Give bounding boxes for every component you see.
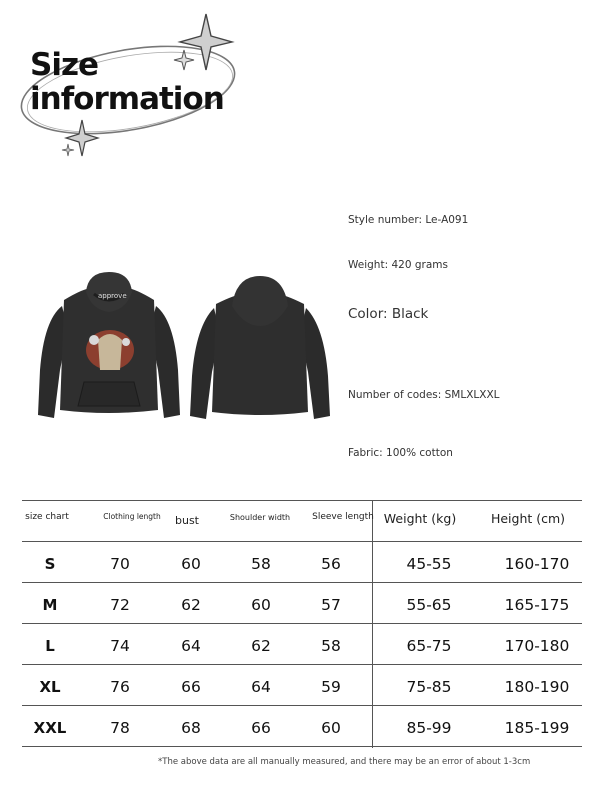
table-rule [22, 623, 582, 624]
row-weight: 45-55 [406, 555, 452, 573]
row-weight: 85-99 [406, 719, 452, 737]
table-rule [22, 705, 582, 706]
table-rule [22, 746, 582, 747]
front-hoodie-image [34, 270, 184, 422]
row-clothing-length: 70 [110, 555, 130, 573]
table-rule [22, 664, 582, 665]
number-of-codes-text: Number of codes: SMLXLXXL [348, 389, 500, 401]
row-clothing-length: 78 [110, 719, 130, 737]
row-bust: 62 [181, 596, 201, 614]
row-sleeve-length: 59 [321, 678, 341, 696]
header-shoulder-width: Shoulder width [229, 513, 291, 522]
row-shoulder-width: 58 [251, 555, 271, 573]
row-sleeve-length: 57 [321, 596, 341, 614]
table-rule [22, 582, 582, 583]
row-weight: 75-85 [406, 678, 452, 696]
measurement-note: *The above data are all manually measured, and there may be an error of about 1-3cm [158, 757, 531, 767]
logo-text-information: information [30, 81, 224, 117]
row-shoulder-width: 66 [251, 719, 271, 737]
header-height-cm: Height (cm) [490, 511, 566, 526]
header-bust: bust [175, 514, 199, 527]
color-text: Color: Black [348, 306, 429, 322]
header-sleeve-length: Sleeve length [312, 512, 374, 522]
row-bust: 66 [181, 678, 201, 696]
row-height: 165-175 [504, 596, 570, 614]
row-clothing-length: 74 [110, 637, 130, 655]
row-weight: 65-75 [406, 637, 452, 655]
row-height: 180-190 [504, 678, 570, 696]
header-clothing-length: Clothing length [103, 512, 161, 521]
row-sleeve-length: 58 [321, 637, 341, 655]
row-clothing-length: 76 [110, 678, 130, 696]
logo-text-size: Size [30, 47, 99, 83]
table-column-divider [372, 500, 373, 748]
row-size: M [42, 596, 58, 614]
row-size: L [45, 637, 55, 655]
back-hoodie-image [186, 276, 334, 422]
header-size-chart: size chart [25, 512, 69, 522]
row-height: 160-170 [504, 555, 570, 573]
row-shoulder-width: 64 [251, 678, 271, 696]
style-number-text: Style number: Le-A091 [348, 214, 469, 226]
size-information-logo [18, 12, 248, 162]
row-shoulder-width: 62 [251, 637, 271, 655]
row-sleeve-length: 56 [321, 555, 341, 573]
row-weight: 55-65 [406, 596, 452, 614]
row-sleeve-length: 60 [321, 719, 341, 737]
row-bust: 60 [181, 555, 201, 573]
row-size: XL [39, 678, 61, 696]
row-size: XXL [33, 719, 67, 737]
row-bust: 64 [181, 637, 201, 655]
fabric-text: Fabric: 100% cotton [348, 447, 453, 459]
row-shoulder-width: 60 [251, 596, 271, 614]
header-weight-kg: Weight (kg) [383, 511, 457, 526]
row-height: 170-180 [504, 637, 570, 655]
row-bust: 68 [181, 719, 201, 737]
front-print-text: approve [98, 292, 127, 300]
row-size: S [44, 555, 56, 573]
weight-text: Weight: 420 grams [348, 259, 448, 271]
row-clothing-length: 72 [110, 596, 130, 614]
table-rule [22, 500, 582, 501]
table-rule [22, 541, 582, 542]
row-height: 185-199 [504, 719, 570, 737]
